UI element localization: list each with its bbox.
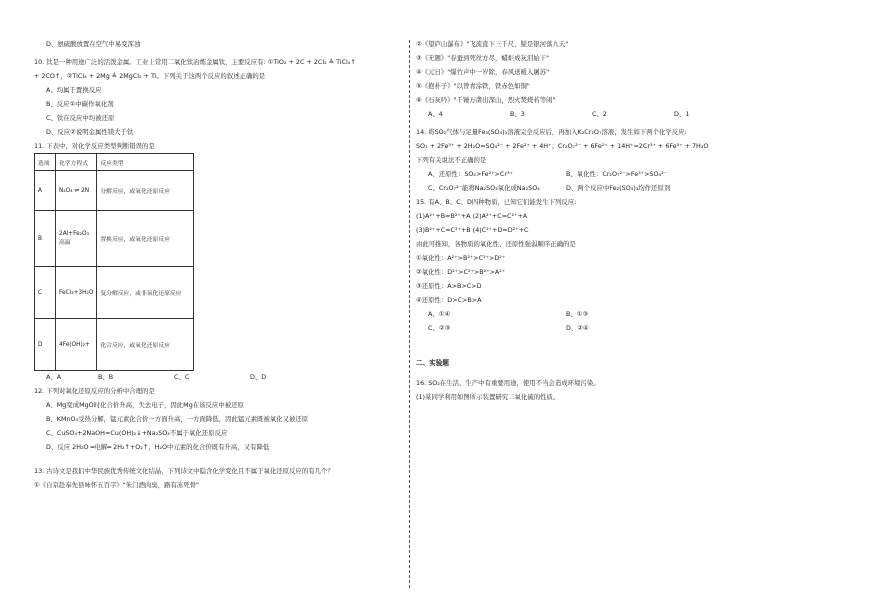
q11-option-d: D、D (250, 373, 267, 381)
q15-option-c: C、②③ (428, 324, 451, 332)
q13-item-2: ②《望庐山瀑布》"飞流直下三千尺，疑是银河落九天" (416, 40, 569, 48)
q16-stem: 16. SO₂在生活、生产中有重要用途，使用不当会造成环境污染。 (416, 379, 600, 388)
q12-stem: 12. 下列对氧化还原反应的分析中合理的是 (34, 387, 155, 395)
q10-stem-line1: 10. 钛是一种用途广泛的活泼金属。工业上常用二氧化钛冶炼金属钛，主要反应有: ①TiO₂ + 2C + 2Cl₂ ≜ TiCl₄↑ (34, 58, 356, 66)
q11-header-equation: 化学方程式 (56, 154, 97, 171)
q11-option-a: A、A (46, 373, 62, 381)
q14-option-b: B、氧化性：Cr₂O₇²⁻>Fe³⁺>SO₄²⁻ (566, 170, 668, 178)
q15-item-4: ④还原性：D>C>B>A (416, 296, 482, 304)
q15-reactions-2: (3)B²⁺+C=C²⁺+B (4)C²⁺+D=D²⁺+C (416, 226, 529, 234)
table-row (35, 267, 194, 319)
q13-stem: 13. 古诗文是我们中华民族优秀传统文化结晶，下列诗文中隐含化学变化且不属于氧化还原反应的有几个？ (34, 467, 334, 475)
q13-option-b: B、3 (510, 110, 525, 118)
column-divider (409, 40, 410, 588)
table-row (35, 319, 194, 371)
q14-equations: SO₂ + 2Fe³⁺ + 2H₂O=SO₄²⁻ + 2Fe²⁺ + 4H⁺；Cr₂O₇²⁻ + 6Fe²⁺ + 14H⁺=2Cr³⁺ + 6Fe³⁺ + 7H₂O (416, 142, 709, 150)
q12-option-b: B、KMnO₄受热分解，锰元素化合价一方面升高，一方面降低，因此锰元素既被氧化又被还原 (46, 415, 309, 423)
q13-option-d: D、1 (674, 110, 690, 118)
q15-reactions-1: (1)A²⁺+B=B²⁺+A (2)A²⁺+C=C²⁺+A (416, 212, 528, 220)
q11-table-header (35, 154, 194, 171)
q11-row-equation: 2Al+Fe₂O₃ 高温 (56, 211, 97, 267)
q13-item-6: ⑥《石灰吟》"千锤万凿出深山，烈火焚烧若等闲" (416, 96, 556, 104)
q12-option-a: A、Mg变成MgO时化合价升高，失去电子，因此Mg在该反应中被还原 (46, 401, 244, 409)
q11-row-label: A (35, 171, 56, 211)
q14-options-row1 (416, 170, 836, 178)
q11-row-label: C (35, 267, 56, 319)
q13-option-c: C、2 (592, 110, 607, 118)
q15-options-row2 (416, 324, 836, 332)
q13-item-3: ③《无题》"春蚕到死丝方尽，蜡炬成灰泪始干" (416, 54, 550, 62)
q14-options-row2 (416, 184, 836, 192)
q11-row-type: 置换反应，或氧化还原反应 (97, 211, 194, 267)
q11-options (34, 373, 404, 381)
q15-item-2: ②氧化性：D²⁺>C²⁺>B²⁺>A²⁺ (416, 268, 506, 276)
q16-part-1: (1)某同学利用如图所示装置研究二氧化硫的性质。 (416, 393, 560, 402)
q11-row-type: 化合反应，或氧化还原反应 (97, 319, 194, 371)
q11-header-option: 选项 (35, 154, 56, 171)
q11-row-type: 分解反应，或氧化还原反应 (97, 171, 194, 211)
q13-option-a: A、4 (428, 110, 443, 118)
left-column (34, 40, 404, 489)
table-row (35, 171, 194, 211)
q11-option-c: C、C (174, 373, 190, 381)
q11-row-equation: FeCl₃+3H₂O (56, 267, 97, 319)
q9-option-d: D、氨硫酸放置在空气中易变浑浊 (46, 40, 141, 48)
q11-row-label: B (35, 211, 56, 267)
q15-option-b: B、①③ (566, 310, 589, 318)
q10-option-b: B、反应①中碳作氧化剂 (46, 100, 114, 108)
q11-row-label: D (35, 319, 56, 371)
q11-row-equation: N₂O₄ ⇌ 2N (56, 171, 97, 211)
q13-item-5: ⑤《抱朴子》"以曾青涂铁，铁赤色如铜" (416, 82, 530, 90)
q15-item-3: ③还原性：A>B>C>D (416, 282, 482, 290)
right-column (416, 40, 836, 401)
q15-stem: 15. 有A、B、C、D四种物质，已知它们能发生下列反应: (416, 198, 577, 206)
q10-option-c: C、钛在反应中均被还原 (46, 114, 115, 122)
q10-option-d: D、反应②说明金属性镁大于钛 (46, 128, 134, 136)
q12-option-d: D、反应 2H₂O ═电解═ 2H₂↑+O₂↑，H₂O中元素的化合价既有升高，又有降低 (46, 443, 270, 451)
q15-question: 由此可推知，各物质的氧化性、还原性强弱顺序正确的是 (416, 240, 576, 248)
q15-option-d: D、②④ (566, 324, 589, 332)
q11-header-type: 反应类型 (97, 154, 194, 171)
q14-option-c: C、Cr₂O₇²⁻能将Na₂SO₃氧化成Na₂SO₄ (428, 184, 540, 192)
q10-stem-line2: + 2CO↑，②TiCl₄ + 2Mg ≜ 2MgCl₂ + Ti。下列关于这两个反应的叙述正确的是 (34, 72, 266, 80)
q12-option-c: C、CuSO₄+2NaOH=Cu(OH)₂↓+Na₂SO₄不属于氧化还原反应 (46, 429, 228, 437)
q14-stem: 14. 将SO₂气体与足量Fe₂(SO₄)₃溶液完全反应后，再加入K₂Cr₂O₇溶液，发生如下两个化学反应: (416, 128, 687, 136)
section-title-experiment: 二、实验题 (416, 358, 449, 367)
q15-option-a: A、①④ (428, 310, 451, 318)
q14-option-a: A、还原性：SO₂>Fe²⁺>Cr³⁺ (428, 170, 513, 178)
q14-question: 下列有关说法不正确的是 (416, 156, 487, 164)
table-row (35, 211, 194, 267)
q11-row-equation: 4Fe(OH)₂+ (56, 319, 97, 371)
q15-item-1: ①氧化性：A²⁺>B²⁺>C²⁺>D²⁺ (416, 254, 506, 262)
q10-option-a: A、均属于置换反应 (46, 86, 102, 94)
q11-option-b: B、B (98, 373, 114, 381)
q11-row-type: 复分解反应，或非氧化还原反应 (97, 267, 194, 319)
q14-option-d: D、两个反应中Fe₂(SO₄)₃均作还原剂 (566, 184, 671, 192)
q13-item-1: ①《自京赴奉先县咏怀五百字》"朱门酒肉臭，路有冻死骨" (34, 481, 199, 489)
q13-item-4: ④《元日》"爆竹声中一岁除，春风送暖入屠苏" (416, 68, 550, 76)
q13-options (416, 110, 836, 118)
q11-table (34, 153, 194, 371)
q11-stem: 11. 下表中，对化学反应类型判断错误的是 (34, 142, 155, 150)
q15-options-row1 (416, 310, 836, 318)
